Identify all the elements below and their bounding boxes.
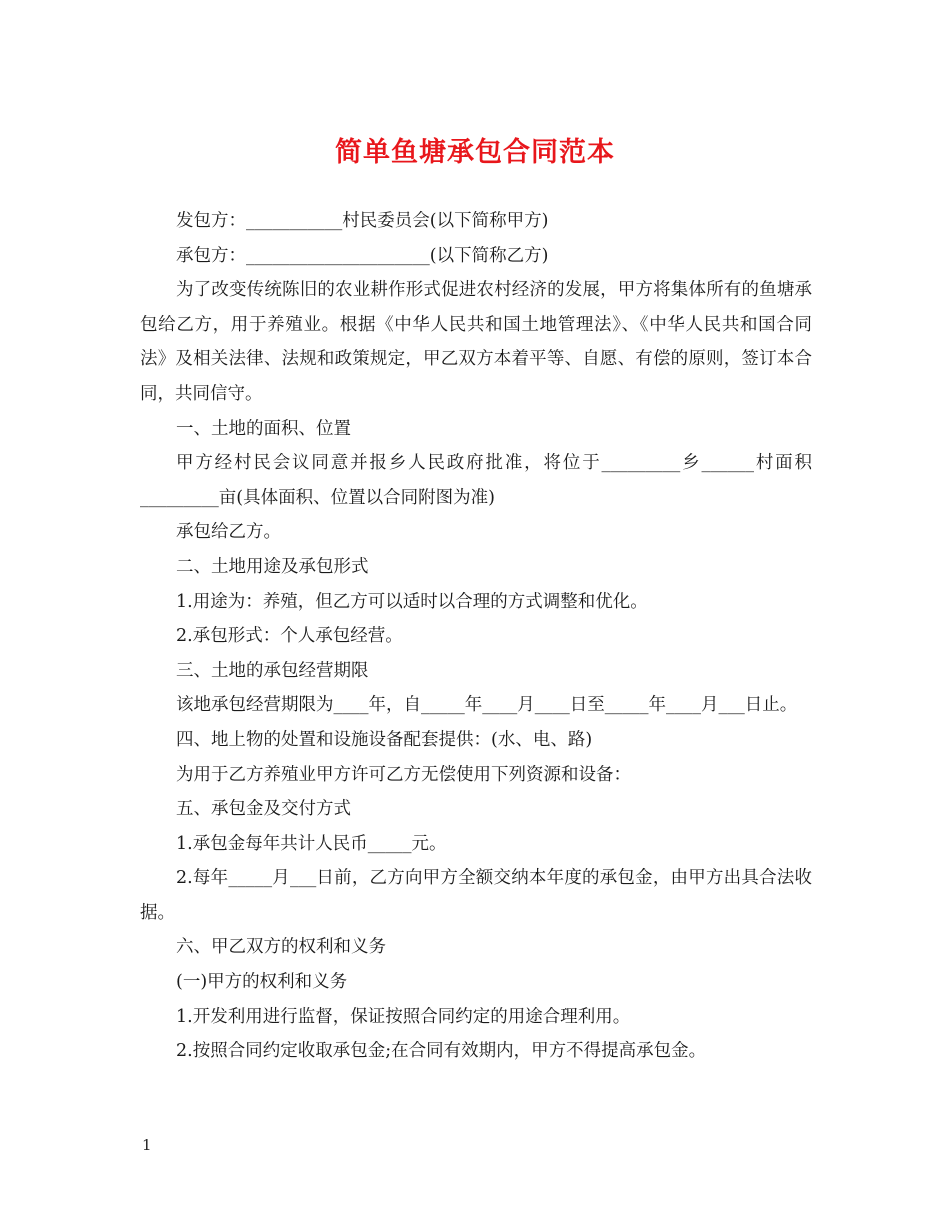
clause-item: 1.开发利用进行监督，保证按照合同约定的用途合理利用。 [176, 1006, 631, 1027]
clause-item: 2.每年_____月___日前，乙方向甲方全额交纳本年度的承包金，由甲方出具合法收据。 [140, 868, 812, 923]
page-number: 1 [142, 1136, 152, 1154]
section-heading-2: 二、土地用途及承包形式 [176, 556, 369, 577]
term-paragraph: 该地承包经营期限为____年，自_____年____月____日至_____年____月___日止。 [176, 695, 798, 716]
section-heading-5: 五、承包金及交付方式 [176, 799, 351, 820]
section-heading-1: 一、土地的面积、位置 [176, 418, 351, 439]
clause-item: 1.用途为：养殖，但乙方可以适时以合理的方式调整和优化。 [176, 591, 648, 612]
section-heading-4: 四、地上物的处置和设施设备配套提供：(水、电、路) [176, 729, 593, 750]
preamble-paragraph: 为了改变传统陈旧的农业耕作形式促进农村经济的发展，甲方将集体所有的鱼塘承包给乙方，用于养殖业。根据《中华人民共和国土地管理法》、《中华人民共和国合同法》及相关法律、法规和政策规定，甲乙双方本着平等、自愿、有偿的原则，签订本合同，共同信守。 [140, 280, 812, 404]
subsection-heading: (一)甲方的权利和义务 [176, 972, 348, 993]
clause-item: 2.承包形式：个人承包经营。 [176, 626, 403, 647]
party-b-line: 承包方：_____________________(以下简称乙方) [176, 245, 549, 266]
document-body [140, 204, 812, 1069]
clause-item: 2.按照合同约定收取承包金;在合同有效期内，甲方不得提高承包金。 [176, 1041, 707, 1062]
land-contract-line: 承包给乙方。 [176, 522, 281, 543]
document-title: 简单鱼塘承包合同范本 [335, 137, 615, 168]
land-location-paragraph: 甲方经村民会议同意并报乡人民政府批准，将位于_________乡______村面积_________亩(具体面积、位置以合同附图为准) [140, 453, 812, 508]
section-heading-6: 六、甲乙双方的权利和义务 [176, 937, 386, 958]
resources-paragraph: 为用于乙方养殖业甲方许可乙方无偿使用下列资源和设备： [176, 764, 631, 785]
party-a-line: 发包方：___________村民委员会(以下简称甲方) [176, 211, 549, 231]
section-heading-3: 三、土地的承包经营期限 [176, 660, 369, 681]
clause-item: 1.承包金每年共计人民币_____元。 [176, 833, 447, 854]
